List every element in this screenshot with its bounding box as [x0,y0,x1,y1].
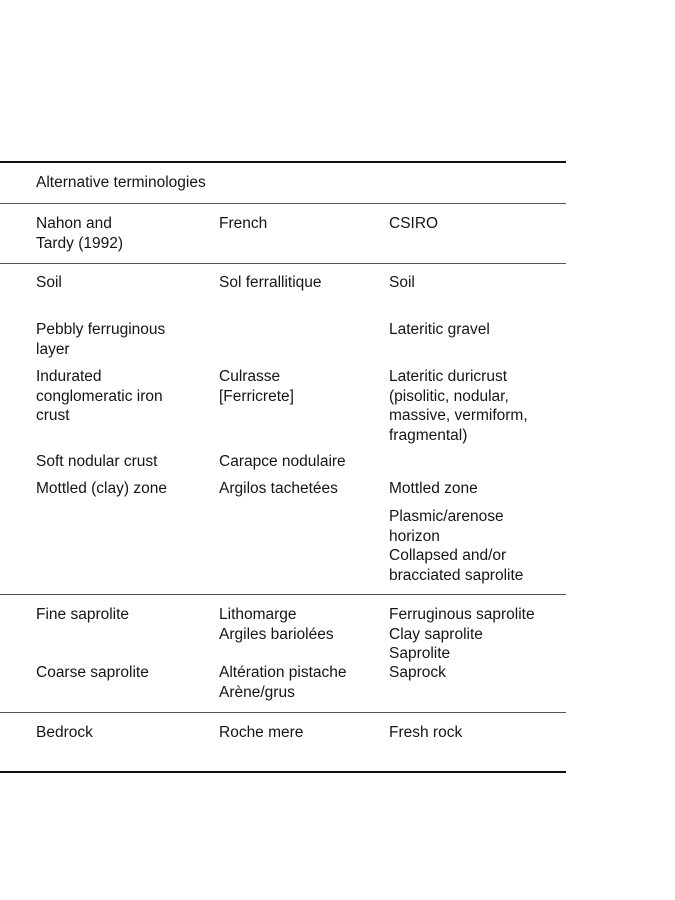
section-divider [0,594,566,595]
table-cell: Altération pistache Arène/grus [219,664,347,701]
table-cell: Lithomarge Argiles bariolées [219,606,334,643]
table-cell: Soil [36,274,62,291]
table-cell: Mottled zone [389,480,478,497]
header-divider [0,203,566,204]
table-cell: Pebbly ferruginous layer [36,321,166,358]
table-cell: Indurated conglomeratic iron crust [36,368,163,424]
table-cell: Fine saprolite [36,606,130,623]
table-cell: Argilos tachetées [219,480,338,497]
table-cell: Sol ferrallitique [219,274,322,291]
table-cell: Coarse saprolite [36,664,149,681]
body-top-rule [0,263,566,264]
table-bottom-rule [0,771,566,773]
table-top-rule [0,161,566,163]
table-cell: Roche mere [219,724,304,741]
table-cell: Fresh rock [389,724,463,741]
table-cell: Lateritic duricrust (pisolitic, nodular, massive, vermiform, fragmental) [389,368,528,444]
table-cell: Mottled (clay) zone [36,480,167,497]
column-header-csiro: CSIRO [389,215,439,232]
column-header-nahon: Nahon and Tardy (1992) [36,215,124,252]
table-cell: Bedrock [36,724,93,741]
table-cell: Saprock [389,664,446,681]
table-cell: Ferruginous saprolite Clay saprolite Saprolite [389,606,535,662]
table-cell: Plasmic/arenose horizon Collapsed and/or bracciated saprolite [389,508,524,584]
column-header-french: French [219,215,268,232]
group-header: Alternative terminologies [36,174,206,191]
section-divider [0,712,566,713]
table-cell: Lateritic gravel [389,321,490,338]
table-cell: Culrasse [Ferricrete] [219,368,294,405]
table-cell: Soil [389,274,415,291]
table-cell: Soft nodular crust [36,453,158,470]
table-cell: Carapce nodulaire [219,453,346,470]
